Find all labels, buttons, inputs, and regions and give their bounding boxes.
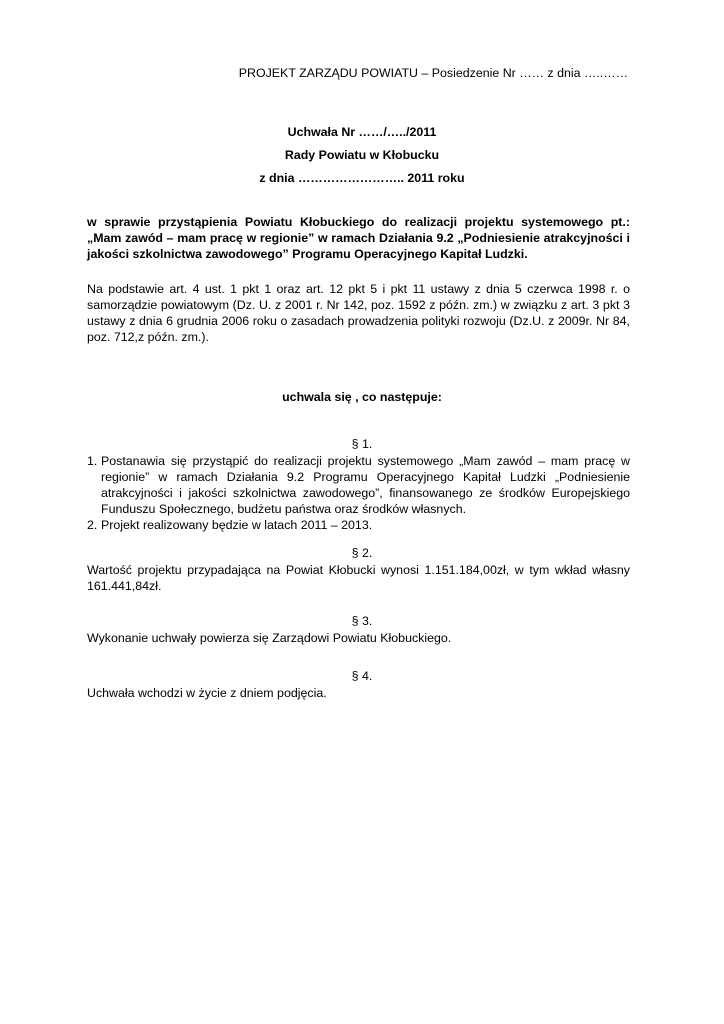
resolution-number: Uchwała Nr ……/…../2011 [287,125,437,139]
section-4-text: Uchwała wchodzi w życie z dniem podjęcia. [87,686,327,700]
list-item-number: 1. [87,454,98,468]
project-header: PROJEKT ZARZĄDU POWIATU – Posiedzenie Nr …… z dnia …..…… [238,66,628,80]
section-3-text: Wykonanie uchwały powierza się Zarządowi Powiatu Kłobuckiego. [87,631,452,645]
section-4-sign: § 4. [351,669,373,683]
list-item [87,453,630,517]
list-item-number: 2. [87,518,98,532]
section-1-list [87,453,630,533]
list-item [87,517,630,533]
list-item-text: Postanawia się przystąpić do realizacji projektu systemowego „Mam zawód – mam pracę w regionie” w ramach Działania 9.2 Programu Operacyjnego Kapitał Ludzki „Podniesienie atrakcyjności i jakości szkolnictwa zawodowego”, finansowanego ze środków Europejskiego Funduszu Społecznego, budżetu państwa oraz środków własnych. [101,454,630,516]
section-3-sign: § 3. [351,614,373,628]
resolution-subject: w sprawie przystąpienia Powiatu Kłobuckiego do realizacji projektu systemowego pt.: „Mam zawód – mam pracę w regionie” w ramach Działania 9.2 „Podniesienie atrakcyjności i jakości szkolnictwa zawodowego” Programu Operacyjnego Kapitał Ludzki. [87,215,630,261]
legal-basis: Na podstawie art. 4 ust. 1 pkt 1 oraz art. 12 pkt 5 i pkt 11 ustawy z dnia 5 czerwca 1998 r. o samorządzie powiatowym (Dz. U. z 2001 r. Nr 142, poz. 1592 z późn. zm.) w związku z art. 3 pkt 3 ustawy z dnia 6 grudnia 2006 roku o zasadach prowadzenia polityki rozwoju (Dz.U. z 2009r. Nr 84, poz. 712,z późn. zm.). [87,282,630,344]
resolution-date: z dnia …………………….. 2011 roku [259,171,465,185]
list-item-text: Projekt realizowany będzie w latach 2011 – 2013. [101,518,373,532]
enacting-clause: uchwala się , co następuje: [282,390,442,404]
section-1-sign: § 1. [351,437,373,451]
section-2-sign: § 2. [351,546,373,560]
council-name: Rady Powiatu w Kłobucku [284,148,440,162]
section-2-text: Wartość projektu przypadająca na Powiat Kłobucki wynosi 1.151.184,00zł, w tym wkład własny 161.441,84zł. [87,563,630,593]
